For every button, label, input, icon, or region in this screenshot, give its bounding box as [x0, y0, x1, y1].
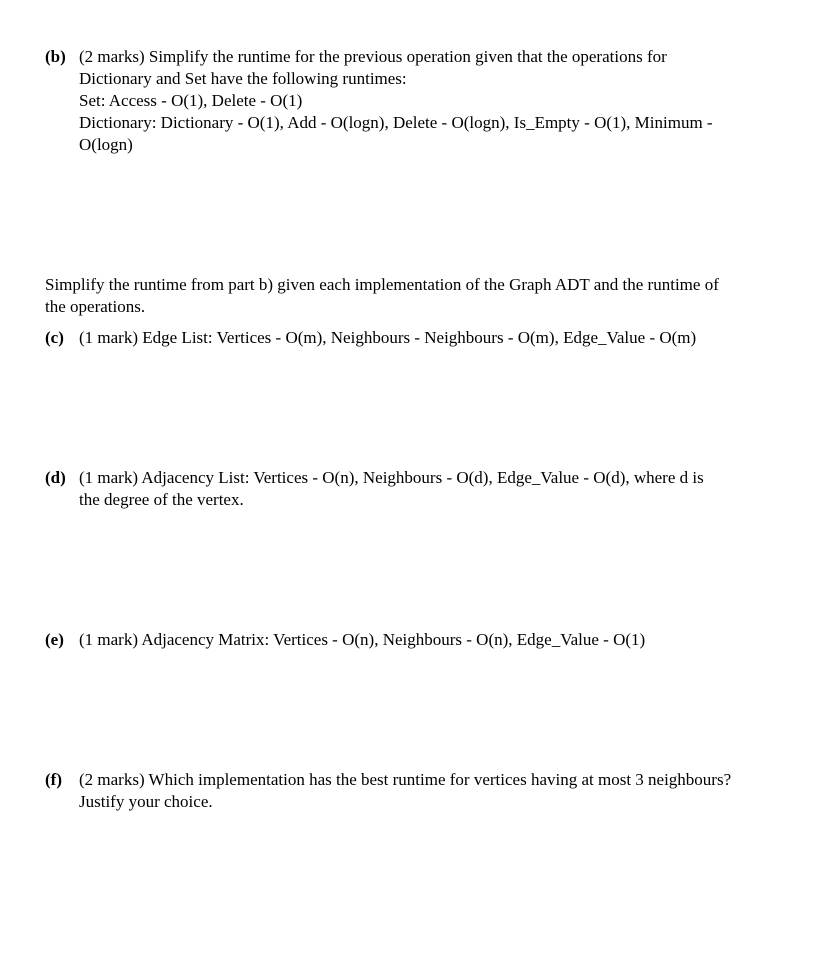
question-label: (c): [45, 328, 64, 347]
question-d: [45, 467, 785, 511]
question-f: [45, 769, 785, 813]
question-label: (e): [45, 630, 64, 649]
intro-line: Simplify the runtime from part b) given each implementation of the Graph ADT and the runtime of: [45, 275, 719, 294]
question-line: (1 mark) Adjacency List: Vertices - O(n), Neighbours - O(d), Edge_Value - O(d), where d is: [79, 468, 704, 487]
question-line: Justify your choice.: [79, 792, 213, 811]
question-text: [79, 327, 785, 349]
question-label: (f): [45, 770, 62, 789]
question-label: (d): [45, 468, 66, 487]
question-text: [79, 46, 785, 156]
question-label: (b): [45, 47, 66, 66]
question-text: [79, 769, 785, 813]
question-c: [45, 327, 785, 349]
question-e: [45, 629, 785, 651]
section-intro: [45, 274, 785, 318]
question-line: (2 marks) Simplify the runtime for the previous operation given that the operations for: [79, 47, 667, 66]
question-line: (1 mark) Edge List: Vertices - O(m), Neighbours - Neighbours - O(m), Edge_Value - O(m): [79, 328, 697, 347]
question-line: the degree of the vertex.: [79, 490, 244, 509]
question-line: Set: Access - O(1), Delete - O(1): [79, 91, 303, 110]
question-line: Dictionary: Dictionary - O(1), Add - O(logn), Delete - O(logn), Is_Empty - O(1), Minimum -: [79, 113, 713, 132]
question-line: (1 mark) Adjacency Matrix: Vertices - O(n), Neighbours - O(n), Edge_Value - O(1): [79, 630, 646, 649]
question-text: [79, 467, 785, 511]
question-line: O(logn): [79, 135, 133, 154]
question-line: (2 marks) Which implementation has the best runtime for vertices having at most 3 neighbours?: [79, 770, 732, 789]
question-b: [45, 46, 785, 156]
question-line: Dictionary and Set have the following runtimes:: [79, 69, 407, 88]
intro-line: the operations.: [45, 297, 146, 316]
question-text: [79, 629, 785, 651]
